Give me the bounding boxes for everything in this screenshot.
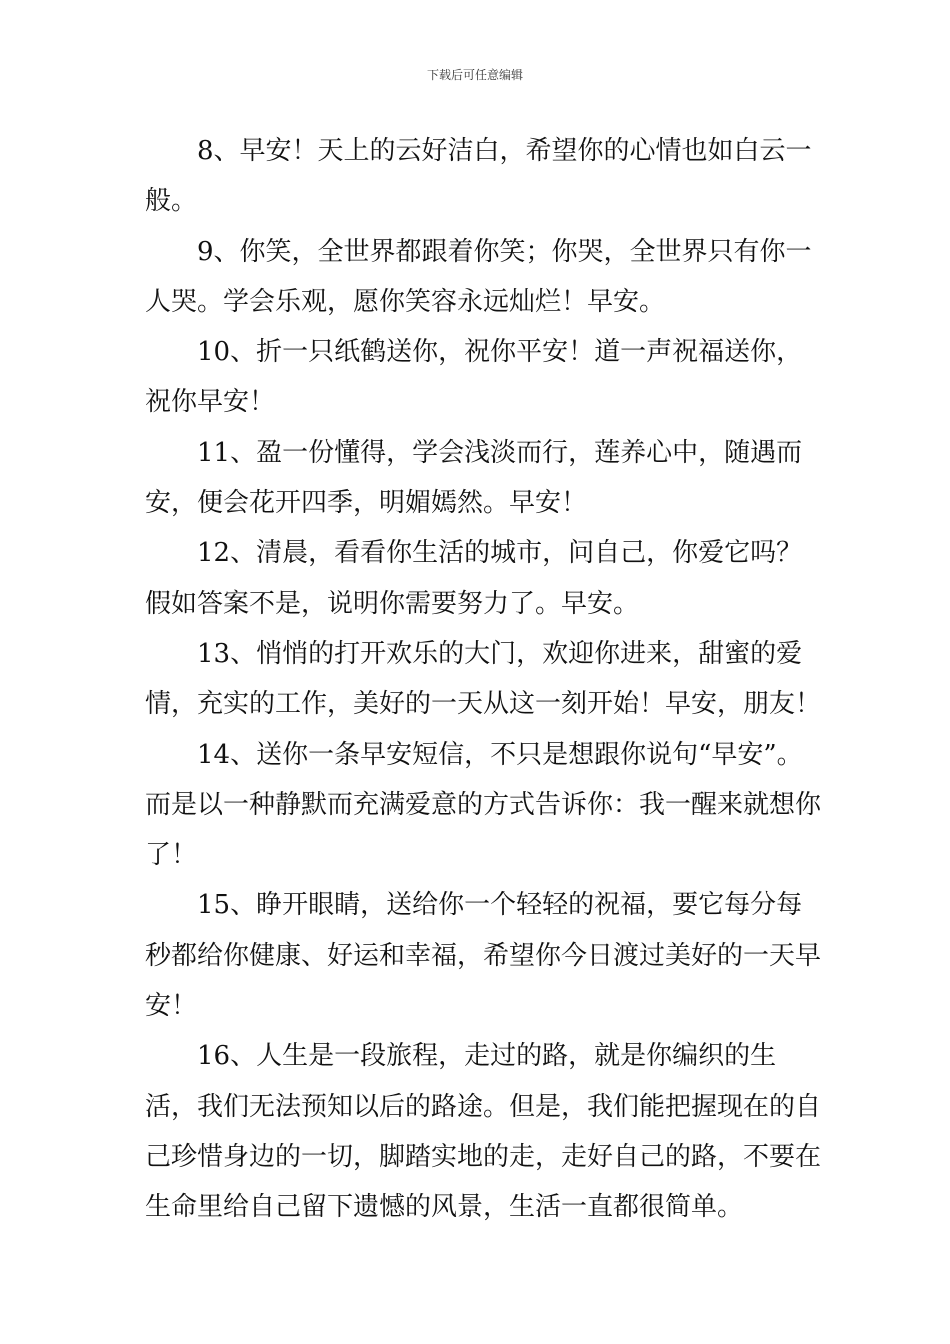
paragraph: 16、人生是一段旅程，走过的路，就是你编织的生活，我们无法预知以后的路途。但是，我们能把握现在的自己珍惜身边的一切，脚踏实地的走，走好自己的路，不要在生命里给自己留下遗憾的风景，生活一直都很简单。 — [145, 1041, 822, 1223]
paragraph: 15、睁开眼睛，送给你一个轻轻的祝福，要它每分每秒都给你健康、好运和幸福，希望你今日渡过美好的一天早安！ — [145, 890, 822, 1022]
paragraph: 13、悄悄的打开欢乐的大门，欢迎你进来，甜蜜的爱情，充实的工作，美好的一天从这一刻开始！早安，朋友！ — [145, 638, 822, 720]
paragraph: 12、清晨，看看你生活的城市，问自己，你爱它吗？假如答案不是，说明你需要努力了。早安。 — [145, 538, 803, 619]
paragraph: 11、盈一份懂得，学会浅淡而行，莲养心中，随遇而安，便会花开四季，明媚嫣然。早安！ — [145, 437, 803, 519]
document-body — [145, 126, 825, 1233]
paragraph: 10、折一只纸鹤送你，祝你平安！道一声祝福送你，祝你早安！ — [145, 337, 803, 418]
paragraph: 9、你笑，全世界都跟着你笑；你哭，全世界只有你一人哭。学会乐观，愿你笑容永远灿烂！早安。 — [145, 236, 812, 317]
page-header: 下载后可任意编辑 — [426, 68, 523, 82]
paragraph: 8、早安！天上的云好洁白，希望你的心情也如白云一般。 — [145, 136, 812, 217]
paragraph: 14、送你一条早安短信，不只是想跟你说句“早安”。而是以一种静默而充满爱意的方式告诉你：我一醒来就想你了！ — [145, 739, 822, 871]
